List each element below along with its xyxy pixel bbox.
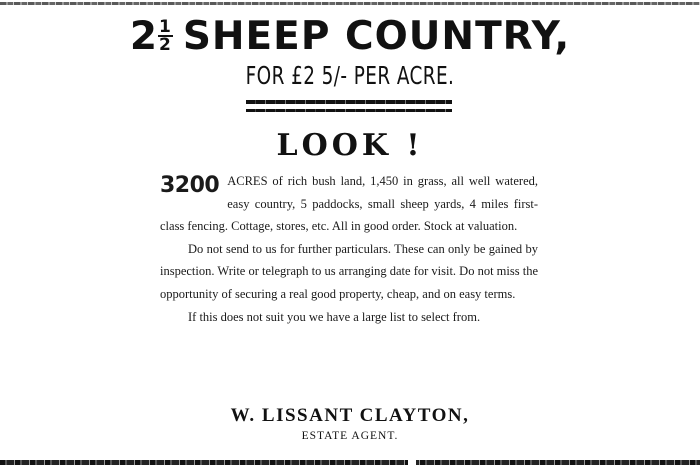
property-description-text: ACRES of rich bush land, 1,450 in grass, all well watered, easy country, 5 paddocks, small sheep yards, 4 miles first-class fencing. Cottage, stores, etc. All in good order. Stock at valuation. bbox=[160, 174, 538, 234]
bottom-border-rule bbox=[0, 460, 700, 465]
headline-fraction bbox=[158, 16, 173, 55]
agent-name: W. LISSANT CLAYTON, bbox=[230, 405, 470, 426]
look-heading: LOOK ! bbox=[276, 128, 424, 163]
agent-title: ESTATE AGENT. bbox=[301, 430, 399, 442]
headline bbox=[0, 14, 700, 60]
advert-body bbox=[160, 170, 538, 328]
price-subheadline: FOR £2 5/- PER ACRE. bbox=[245, 61, 455, 90]
decorative-rule-lower bbox=[246, 109, 452, 112]
bottom-rule-gap bbox=[408, 459, 416, 466]
headline-text: SHEEP COUNTRY, bbox=[182, 14, 571, 59]
headline-number: 2 bbox=[129, 14, 158, 59]
top-border-rule bbox=[0, 2, 700, 5]
paragraph-large-list: If this does not suit you we have a large list to select from. bbox=[188, 309, 481, 324]
decorative-rule-upper bbox=[246, 100, 452, 104]
paragraph-inspection: Do not send to us for further particulars. These can only be gained by inspection. Write or telegraph to us arranging date for visit. Do not miss the opportunity of securing a real good property, cheap, and on easy terms. bbox=[160, 241, 539, 301]
paragraph-property-description bbox=[160, 170, 538, 238]
fraction-numerator: 1 bbox=[158, 16, 172, 37]
acres-number: 3200 bbox=[160, 173, 220, 198]
fraction-denominator: 2 bbox=[158, 34, 172, 55]
